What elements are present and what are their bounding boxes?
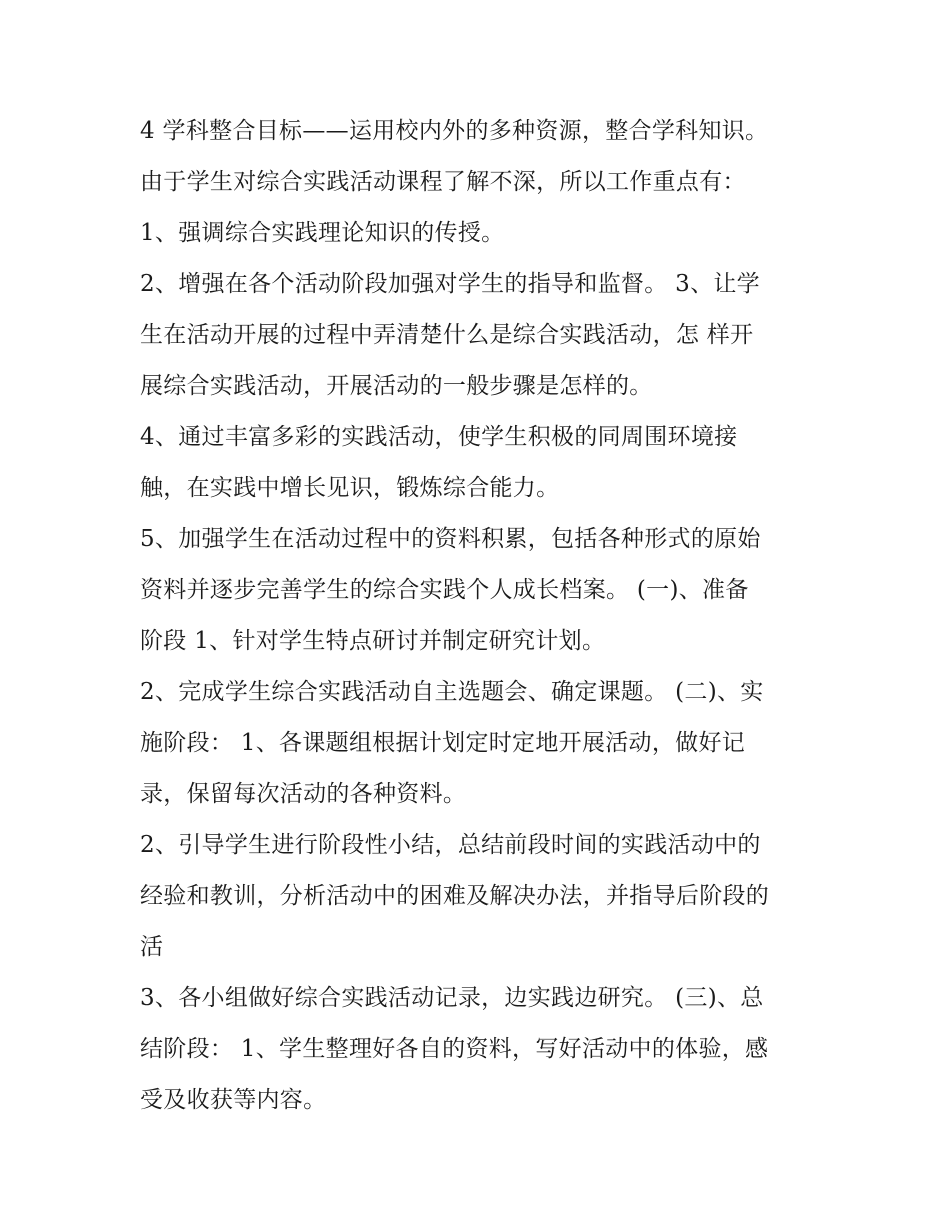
text-line: 资料并逐步完善学生的综合实践个人成长档案。 (一)、准备	[140, 577, 749, 603]
document-body	[140, 106, 820, 1126]
text-line: 阶段 1、针对学生特点研讨并制定研究计划。	[140, 628, 606, 654]
text-line: 活	[140, 934, 164, 960]
text-line: 3、各小组做好综合实践活动记录，边实践边研究。 (三)、总	[140, 985, 764, 1011]
text-line: 4 学科整合目标——运用校内外的多种资源，整合学科知识。	[140, 118, 769, 144]
text-line: 展综合实践活动，开展活动的一般步骤是怎样的。	[140, 373, 653, 399]
text-line: 结阶段： 1、学生整理好各自的资料，写好活动中的体验，感	[140, 1036, 769, 1062]
text-line: 2、引导学生进行阶段性小结，总结前段时间的实践活动中的	[140, 832, 761, 858]
text-line: 录，保留每次活动的各种资料。	[140, 781, 467, 807]
text-line: 受及收获等内容。	[140, 1087, 327, 1113]
text-line: 2、完成学生综合实践活动自主选题会、确定课题。 (二)、实	[140, 679, 764, 705]
text-line: 施阶段： 1、各课题组根据计划定时定地开展活动，做好记	[140, 730, 746, 756]
text-line: 4、通过丰富多彩的实践活动，使学生积极的同周围环境接	[140, 424, 738, 450]
text-line: 2、增强在各个活动阶段加强对学生的指导和监督。 3、让学	[140, 271, 760, 297]
text-line: 1、强调综合实践理论知识的传授。	[140, 220, 505, 246]
text-line: 经验和教训，分析活动中的困难及解决办法，并指导后阶段的	[140, 883, 770, 909]
text-line: 触，在实践中增长见识，锻炼综合能力。	[140, 475, 560, 501]
text-line: 生在活动开展的过程中弄清楚什么是综合实践活动，怎 样开	[140, 322, 754, 348]
text-line: 由于学生对综合实践活动课程了解不深，所以工作重点有：	[140, 169, 746, 195]
text-line: 5、加强学生在活动过程中的资料积累，包括各种形式的原始	[140, 526, 761, 552]
